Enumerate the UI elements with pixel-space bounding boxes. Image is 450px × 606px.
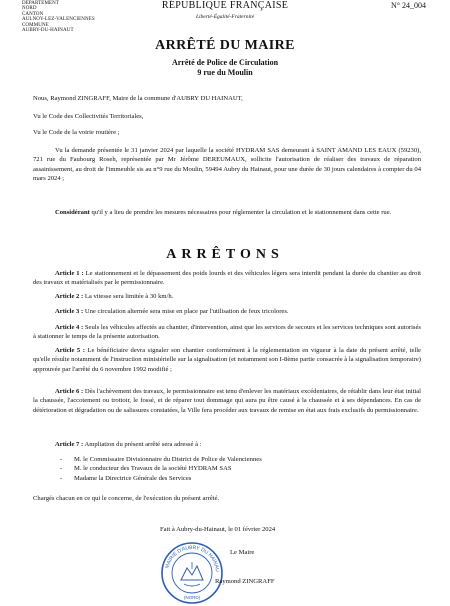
article-text: Le stationnement et le dépassement des poids lourds et des véhicules légers sera interdit pendant la durée du chantier au droit des travaux et matérialisés par le permissionnaire.: [33, 270, 421, 287]
article-5: [33, 346, 421, 374]
article-lead: Article 2 :: [55, 293, 84, 300]
devise: Liberté-Égalité-Fraternité: [195, 14, 255, 20]
article-text: Le bénéficiaire devra signaler son chantier conformément à la réglementation en vigueur à la date du présent arrêté, telle qu'elle résulte notamment de l'instruction ministérielle sur la signalisation (et notamment son I-8ème partie consacrée à la signalisation temporaire) approuvée par l'arrêté du 6 novembre 1992 modifié ;: [33, 347, 421, 373]
department-line: AUBRY-DU-HAINAUT: [22, 28, 74, 34]
closing-paragraph: Chargés chacun en ce qui le concerne, de l'exécution du présent arrêté.: [33, 495, 220, 502]
article-2: [33, 292, 421, 301]
article-text: Seuls les véhicules affectés au chantier, d'intervention, ainsi que les services de secours et les services techniques sont autorisés à stationner le temps de la présente autorisation.: [33, 324, 421, 341]
document-header: [0, 0, 450, 34]
seal-text: MAIRIE D'AUBRY DU HAINAU: [164, 544, 221, 573]
page-title: ARRÊTÉ DU MAIRE: [155, 38, 295, 53]
article-lead: Article 4 :: [55, 324, 84, 331]
department-line: CANTON: [22, 11, 44, 17]
list-item: - M. le conducteur des Travaux de la société HYDRAM SAS: [60, 464, 400, 473]
article-lead: Article 5 :: [55, 347, 85, 354]
subtitle: [0, 58, 450, 78]
signature-title: Le Maire: [230, 549, 255, 556]
department-line: AULNOY-LEZ-VALENCIENNES: [22, 17, 95, 23]
republique-heading: RÉPUBLIQUE FRANÇAISE: [161, 0, 289, 11]
article-lead: Article 7 :: [55, 441, 84, 448]
arrete-number: N° 24_004: [391, 1, 426, 10]
mairie-seal-stamp: [159, 540, 225, 606]
intro-paragraph: Nous, Raymond ZINGRAFF, Maire de la commune d'AUBRY DU HAINAUT,: [33, 95, 243, 102]
signature-name: Raymond ZINGRAFF: [215, 578, 275, 585]
article-text: Dès l'achèvement des travaux, le permissionnaire est tenu d'enlever les matériaux excédentaires, de rétablir dans leur état initial la chaussée, l'accotement ou trottoir, le fossé, et de réparer tout dommage qui aura pu être causé à la chaussée et à ses dépendances. En cas de détérioration et dégradation ou de salissures constatées, la Ville fera procéder aux travaux de remise en état aux frais exclusifs du permissionnaire.: [33, 388, 421, 414]
list-item: - M. le Commissaire Divisionnaire du District de Police de Valenciennes: [60, 455, 400, 464]
considerant-text: qu'il y a lieu de prendre les mesures nécessaires pour réglementer la circulation et le stationnement dans cette rue.: [89, 209, 392, 216]
article-text: Une circulation alternée sera mise en place par l'utilisation de feux tricolores.: [83, 308, 289, 315]
signature-place-date: Fait à Aubry-du-Hainaut, le 01 février 2024: [160, 526, 276, 533]
vu-collectivites: Vu le Code des Collectivités Territoriales,: [33, 113, 144, 120]
subtitle-line: Arrêté de Police de Circulation: [171, 58, 279, 67]
vu-voirie: Vu le Code de la voirie routière ;: [33, 129, 120, 136]
ampliation-list: [60, 455, 400, 483]
article-lead: Article 6 :: [55, 388, 84, 395]
vu-demande: Vu la demande présentée le 31 janvier 2024 par laquelle la société HYDRAM SAS demeurant à SAINT AMAND LES EAUX (59230), 721 rue du Faubourg Roseh, représentée par Mr Jérôme DEREUMAUX, sollicite l'autorisation de réaliser des travaux de réparation assainissement, au droit de l'immeuble sis au n°9 rue du Moulin, 59494 Aubry du Hainaut, pour une durée de 30 jours calendaires à compter du 04 mars 2024 ;: [33, 147, 421, 183]
article-text: La vitesse sera limitée à 30 km/h.: [83, 293, 174, 300]
subtitle-line: 9 rue du Moulin: [197, 68, 253, 77]
department-line: DÉPARTEMENT: [22, 1, 60, 6]
article-6: [33, 387, 421, 415]
department-line: NORD: [22, 6, 37, 12]
considerant-label: Considérant: [55, 209, 90, 216]
svg-text:(NORD): (NORD): [183, 595, 201, 600]
article-lead: Article 1 :: [55, 270, 84, 277]
list-item: - Madame la Directrice Générale des Services: [60, 474, 400, 483]
article-4: [33, 323, 421, 342]
arretons-heading: ARRÊTONS: [166, 247, 284, 262]
article-lead: Article 3 :: [55, 308, 84, 315]
article-3: [33, 307, 421, 316]
article-7: [33, 440, 421, 449]
department-line: COMMUNE: [22, 22, 49, 28]
article-text: Ampliation du présent arrêté sera adressé à :: [83, 441, 202, 448]
considerant-paragraph: [33, 208, 421, 217]
article-1: [33, 269, 421, 288]
